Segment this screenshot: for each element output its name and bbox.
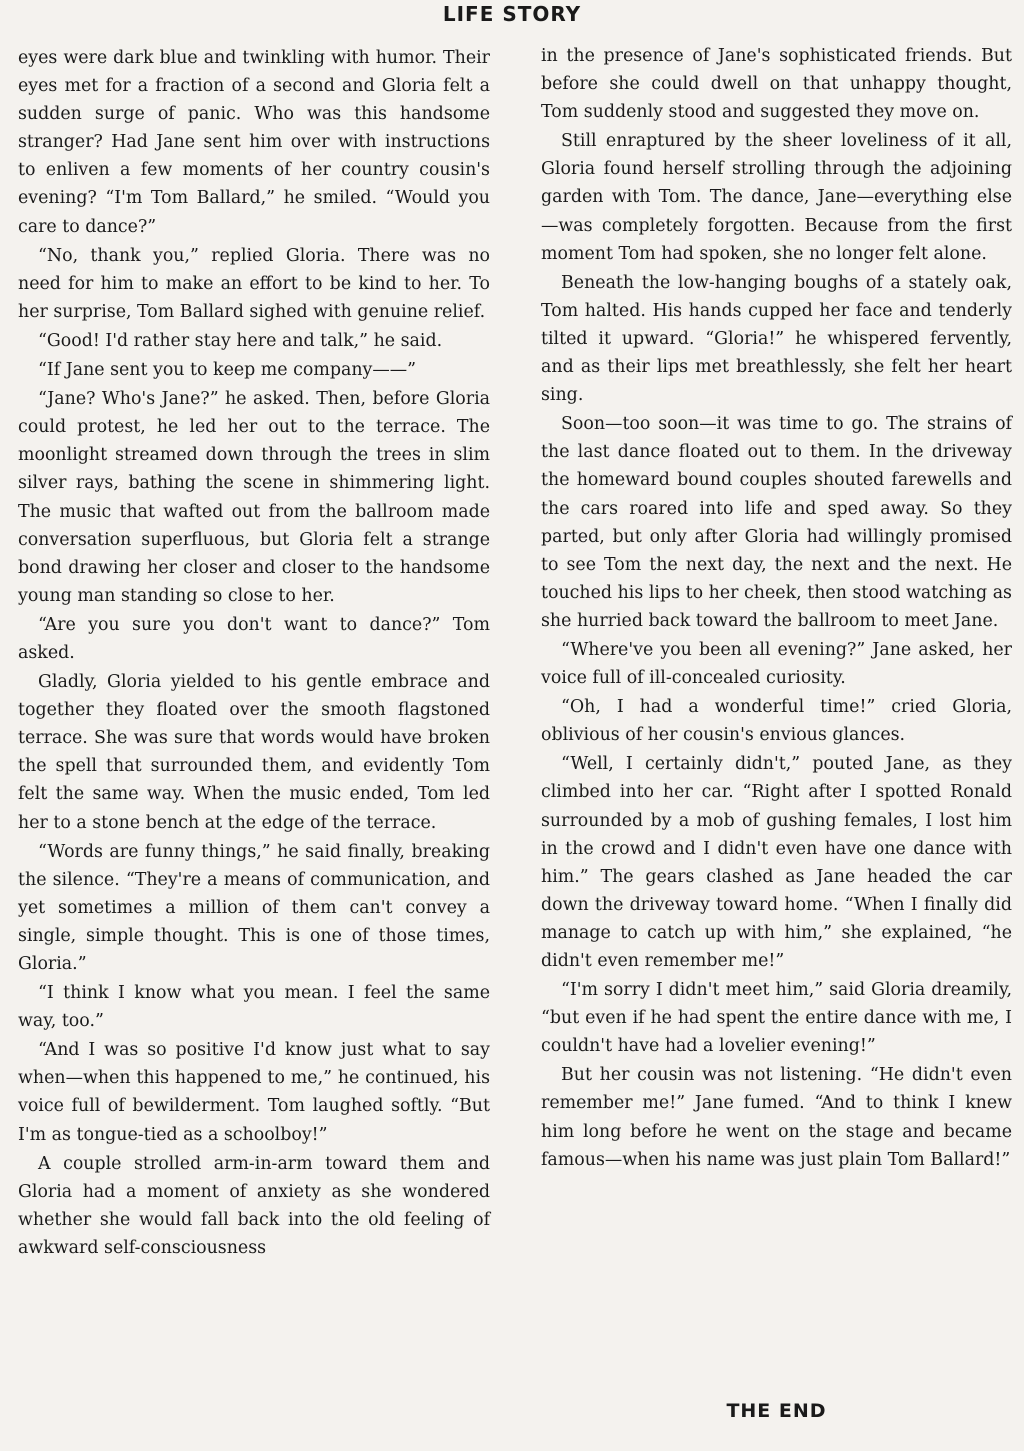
paragraph: in the presence of Jane's sophisticated friends. But before she could dwell on that unhappy thought, Tom suddenly stood and suggested they move on. <box>541 46 1012 123</box>
paragraph: “If Jane sent you to keep me company——” <box>38 360 417 381</box>
paragraph: “Where've you been all evening?” Jane asked, her voice full of ill-concealed curiosity. <box>541 639 1012 689</box>
paragraph: eyes were dark blue and twinkling with humor. Their eyes met for a fraction of a second and Gloria felt a sudden surge of panic. Who was this handsome stranger? Had Jane sent him over with instructions to enliven a few moments of her country cousin's evening? “I'm Tom Ballard,” he smiled. “Would you care to dance?” <box>18 48 490 237</box>
paragraph: “Are you sure you don't want to dance?” Tom asked. <box>18 614 490 663</box>
paragraph: “No, thank you,” replied Gloria. There was no need for him to make an effort to be kind to her. To her surprise, Tom Ballard sighed with genuine relief. <box>18 245 490 322</box>
paragraph: Still enraptured by the sheer loveliness of it all, Gloria found herself strolling through the adjoining garden with Tom. The dance, Jane—everything else—was completely forgotten. Because from the first moment Tom had spoken, she no longer felt alone. <box>541 131 1012 264</box>
paragraph: A couple strolled arm-in-arm toward them and Gloria had a moment of anxiety as she wondered whether she would fall back into the old feeling of awkward self-consciousness <box>18 1153 490 1258</box>
page-header: LIFE STORY <box>442 2 582 26</box>
paragraph: “I think I know what you mean. I feel the same way, too.” <box>18 983 490 1032</box>
paragraph: “Jane? Who's Jane?” he asked. Then, before Gloria could protest, he led her out to the terrace. The moonlight streamed down through the trees in slim silver rays, bathing the scene in shimmering light. The music that wafted out from the ballroom made conversation superfluous, but Gloria felt a strange bond drawing her closer and closer to the handsome young man standing so close to her. <box>18 389 490 606</box>
paragraph: Soon—too soon—it was time to go. The strains of the last dance floated out to them. In the driveway the homeward bound couples shouted farewells and the cars roared into life and sped away. So they parted, but only after Gloria had willingly promised to see Tom the next day, the next and the next. He touched his lips to her cheek, then stood watching as she hurried back toward the ballroom to meet Jane. <box>541 414 1012 631</box>
paragraph: Beneath the low-hanging boughs of a stately oak, Tom halted. His hands cupped her face and tenderly tilted it upward. “Gloria!” he whispered fervently, and as their lips met breathlessly, she felt her heart sing. <box>541 272 1012 406</box>
paragraph: “Well, I certainly didn't,” pouted Jane, as they climbed into her car. “Right after I spotted Ronald surrounded by a mob of gushing females, I lost him in the crowd and I didn't even have one dance with him.” The gears clashed as Jane headed the car down the driveway toward home. “When I finally did manage to catch up with him,” she explained, “he didn't even remember me!” <box>541 754 1012 971</box>
paragraph: “Good! I'd rather stay here and talk,” he said. <box>38 330 443 351</box>
left-column <box>18 44 490 1263</box>
paragraph: “Words are funny things,” he said finally, breaking the silence. “They're a means of communication, and yet sometimes a million of them can't convey a single, simple thought. This is one of those times, Gloria.” <box>18 841 490 974</box>
paragraph: “Oh, I had a wonderful time!” cried Gloria, oblivious of her cousin's envious glances. <box>541 697 1012 746</box>
paragraph: “I'm sorry I didn't meet him,” said Gloria dreamily, “but even if he had spent the entire dance with me, I couldn't have had a lovelier evening!” <box>541 980 1012 1057</box>
paragraph: But her cousin was not listening. “He didn't even remember me!” Jane fumed. “And to think I knew him long before he went on the stage and became famous—when his name was just plain Tom Ballard!” <box>541 1065 1012 1170</box>
right-column <box>541 42 1012 1175</box>
paragraph: “And I was so positive I'd know just what to say when—when this happened to me,” he continued, his voice full of bewilderment. Tom laughed softly. “But I'm as tongue-tied as a schoolboy!” <box>18 1040 490 1145</box>
story-ending: THE END <box>726 1400 827 1422</box>
paragraph: Gladly, Gloria yielded to his gentle embrace and together they floated over the smooth flagstoned terrace. She was sure that words would have broken the spell that surrounded them, and evidently Tom felt the same way. When the music ended, Tom led her to a stone bench at the edge of the terrace. <box>18 672 490 833</box>
